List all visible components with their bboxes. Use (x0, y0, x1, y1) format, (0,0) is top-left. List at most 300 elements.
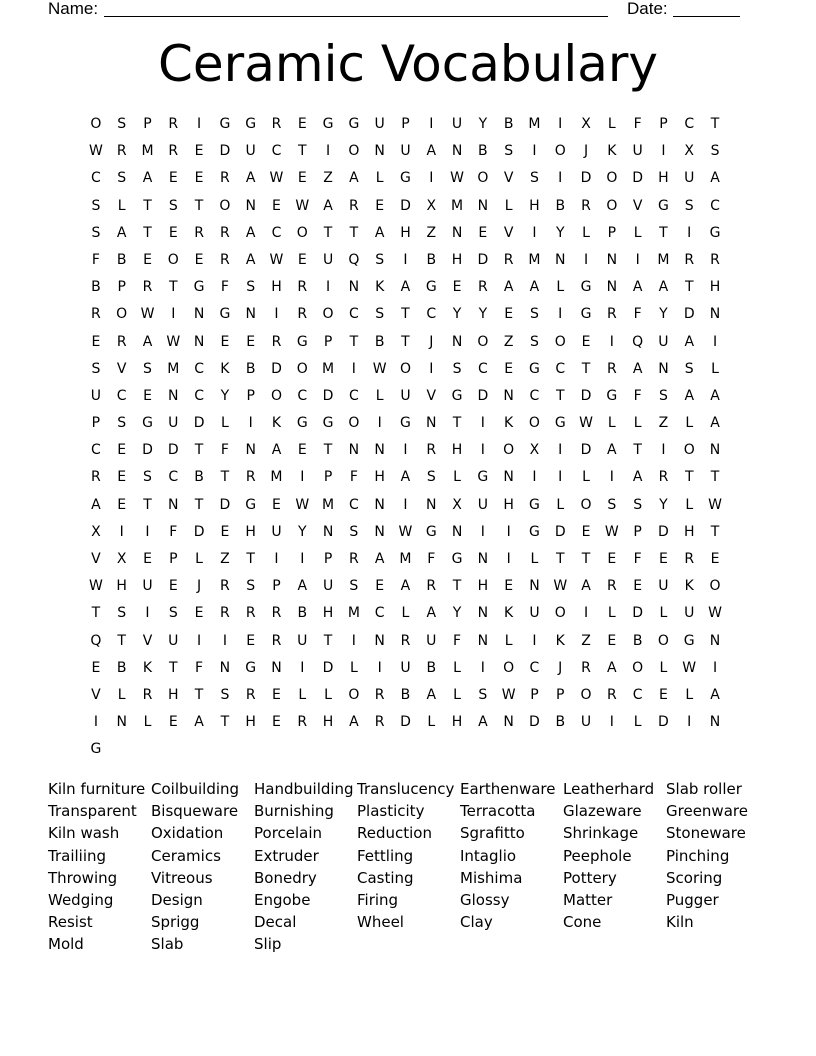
grid-letter: M (347, 605, 360, 622)
grid-letter: O (348, 686, 360, 703)
grid-letter: S (220, 686, 230, 703)
grid-letter: U (580, 714, 592, 731)
grid-letter: Y (220, 387, 230, 404)
grid-letter: W (269, 170, 284, 187)
grid-letter: G (529, 523, 540, 540)
grid-letter: D (219, 496, 231, 513)
word-list-item: Plasticity (357, 802, 425, 821)
grid-letter: E (117, 496, 127, 513)
grid-letter: C (632, 686, 643, 703)
word-list-item: Decal (254, 913, 297, 932)
grid-letter: P (633, 523, 642, 540)
grid-letter: N (426, 415, 437, 432)
grid-letter: C (91, 442, 101, 459)
grid-letter: S (633, 496, 643, 513)
grid-letter: E (581, 333, 591, 350)
grid-letter: O (503, 442, 515, 459)
grid-letter: I (480, 523, 485, 540)
grid-letter: G (529, 496, 540, 513)
grid-letter: E (272, 197, 281, 214)
grid-letter: P (401, 116, 410, 132)
grid-letter: I (558, 469, 563, 486)
grid-letter: D (400, 197, 411, 214)
grid-letter: I (300, 551, 305, 567)
grid-letter: I (429, 116, 434, 132)
grid-letter: P (272, 578, 281, 595)
grid-letter: P (91, 415, 101, 432)
grid-letter: A (581, 578, 591, 595)
grid-letter: U (684, 605, 695, 622)
grid-letter: U (322, 578, 334, 595)
grid-letter: C (684, 116, 695, 132)
word-list-item: Stoneware (666, 824, 746, 843)
grid-letter: I (532, 224, 537, 241)
grid-letter: N (193, 333, 205, 350)
grid-letter: G (529, 360, 540, 377)
grid-letter: E (246, 632, 256, 649)
grid-letter: T (194, 686, 204, 703)
grid-letter: O (632, 659, 644, 676)
grid-letter: B (116, 251, 127, 268)
grid-letter: I (687, 714, 692, 731)
grid-letter: O (296, 360, 308, 377)
grid-letter: Q (348, 251, 360, 268)
grid-letter: N (529, 578, 540, 595)
grid-letter: E (143, 251, 152, 268)
grid-letter: U (632, 143, 643, 160)
grid-letter: I (583, 605, 589, 622)
grid-letter: O (90, 116, 102, 132)
grid-letter: R (503, 251, 514, 268)
grid-letter: T (401, 333, 410, 350)
grid-letter: R (684, 551, 695, 567)
grid-letter: W (166, 333, 181, 350)
grid-letter: T (581, 360, 591, 377)
grid-letter: G (580, 279, 592, 296)
grid-letter: H (477, 578, 489, 595)
grid-letter: E (297, 170, 307, 187)
grid-letter: R (426, 578, 437, 595)
word-list-item: Vitreous (151, 868, 213, 887)
grid-letter: R (477, 279, 488, 296)
grid-letter: D (142, 442, 153, 459)
word-list-item: Clay (460, 913, 493, 932)
grid-letter: T (684, 469, 694, 486)
grid-letter: T (323, 224, 333, 241)
grid-letter: R (91, 306, 101, 323)
grid-letter: K (555, 632, 565, 649)
grid-letter: U (271, 523, 282, 540)
grid-letter: A (271, 442, 282, 459)
grid-letter: R (245, 469, 256, 486)
grid-letter: I (197, 116, 202, 132)
grid-letter: E (633, 578, 643, 595)
grid-letter: M (167, 360, 180, 377)
grid-letter: I (480, 659, 485, 676)
grid-letter: W (269, 251, 284, 268)
grid-letter: D (219, 143, 231, 160)
grid-letter: N (477, 551, 489, 567)
grid-letter: H (271, 279, 282, 296)
word-list-item: Pinching (666, 846, 730, 865)
grid-letter: H (683, 523, 695, 540)
grid-letter: V (91, 551, 101, 567)
grid-letter: G (400, 415, 411, 432)
grid-letter: R (142, 686, 153, 703)
grid-letter: S (375, 251, 385, 268)
grid-letter: M (528, 116, 541, 132)
grid-letter: G (322, 116, 334, 132)
grid-letter: G (142, 415, 153, 432)
grid-letter: T (452, 578, 462, 595)
word-list-item: Reduction (357, 824, 432, 843)
grid-letter: Y (297, 523, 307, 540)
grid-letter: A (400, 469, 411, 486)
word-list-item: Coilbuilding (151, 780, 240, 798)
grid-letter: N (116, 714, 127, 731)
grid-letter: W (708, 496, 722, 513)
grid-letter: W (295, 197, 310, 214)
grid-letter: B (632, 632, 643, 649)
grid-letter: V (116, 360, 127, 377)
grid-letter: N (606, 279, 618, 296)
grid-letter: N (477, 197, 489, 214)
grid-letter: U (477, 496, 488, 513)
grid-letter: M (270, 469, 283, 486)
grid-letter: Y (478, 306, 488, 323)
grid-letter: S (530, 170, 539, 187)
grid-letter: I (197, 632, 202, 649)
grid-letter: E (478, 224, 488, 241)
grid-letter: L (633, 714, 642, 731)
grid-letter: D (271, 360, 282, 377)
grid-letter: B (297, 605, 308, 622)
grid-letter: I (274, 551, 279, 567)
grid-letter: S (684, 197, 694, 214)
grid-letter: S (349, 523, 359, 540)
grid-letter: M (451, 197, 464, 214)
grid-letter: U (529, 605, 540, 622)
grid-letter: L (556, 496, 565, 513)
grid-letter: E (504, 360, 514, 377)
grid-letter: I (119, 523, 124, 540)
grid-letter: H (245, 714, 256, 731)
grid-letter: Z (323, 170, 333, 187)
grid-letter: N (503, 387, 514, 404)
grid-letter: I (429, 360, 434, 377)
grid-letter: G (245, 496, 257, 513)
grid-letter: E (246, 333, 256, 350)
grid-letter: I (403, 251, 408, 268)
grid-letter: F (453, 632, 462, 649)
word-list-item: Slab (151, 935, 184, 954)
grid-letter: N (451, 523, 463, 540)
grid-letter: S (91, 224, 101, 241)
grid-letter: E (272, 496, 281, 513)
grid-letter: R (374, 686, 385, 703)
grid-letter: T (143, 224, 152, 241)
grid-letter: Z (426, 224, 437, 241)
grid-letter: H (451, 714, 463, 731)
grid-letter: E (581, 523, 591, 540)
grid-letter: V (503, 224, 514, 241)
grid-letter: C (348, 306, 359, 323)
grid-letter: G (451, 387, 463, 404)
grid-letter: B (400, 686, 411, 703)
grid-letter: H (322, 605, 334, 622)
grid-letter: I (93, 714, 98, 731)
grid-letter: I (661, 442, 666, 459)
grid-letter: K (504, 415, 514, 432)
grid-letter: T (633, 442, 642, 459)
grid-letter: J (558, 659, 563, 676)
grid-letter: R (710, 251, 720, 268)
grid-letter: D (658, 714, 669, 731)
grid-letter: T (169, 659, 178, 676)
grid-letter: E (504, 306, 514, 323)
grid-letter: D (683, 306, 695, 323)
grid-letter: Y (555, 224, 565, 241)
grid-letter: B (426, 659, 437, 676)
grid-letter: V (142, 632, 153, 649)
grid-letter: S (684, 360, 694, 377)
grid-letter: R (606, 306, 617, 323)
grid-letter: W (88, 578, 103, 595)
grid-letter: N (322, 523, 334, 540)
word-list-item: Handbuilding (254, 780, 354, 798)
worksheet-header (48, 0, 748, 20)
grid-letter: O (683, 442, 695, 459)
grid-letter: J (429, 333, 434, 350)
grid-letter: W (553, 578, 568, 595)
grid-letter: I (429, 170, 434, 187)
grid-letter: X (91, 523, 101, 540)
grid-letter: H (168, 686, 179, 703)
grid-letter: A (632, 360, 643, 377)
grid-letter: O (606, 170, 618, 187)
grid-letter: L (349, 659, 358, 676)
word-list-item: Design (151, 890, 203, 909)
grid-letter: S (91, 197, 101, 214)
grid-letter: N (451, 333, 463, 350)
grid-letter: L (685, 496, 694, 513)
grid-letter: L (453, 469, 461, 486)
grid-letter: T (452, 415, 462, 432)
grid-letter: U (90, 387, 102, 404)
grid-letter: C (710, 197, 720, 214)
grid-letter: E (143, 387, 152, 404)
grid-letter: F (633, 387, 642, 404)
grid-letter: O (554, 143, 566, 160)
grid-letter: C (194, 387, 204, 404)
grid-letter: H (451, 442, 463, 459)
word-list-item: Glazeware (563, 802, 642, 821)
grid-letter: D (477, 251, 489, 268)
grid-letter: A (426, 143, 437, 160)
grid-letter: C (348, 496, 359, 513)
grid-letter: S (658, 387, 668, 404)
grid-letter: R (220, 224, 230, 241)
grid-letter: R (581, 659, 591, 676)
grid-letter: I (403, 496, 408, 513)
grid-letter: O (606, 197, 618, 214)
grid-letter: A (323, 197, 333, 214)
grid-letter: H (451, 251, 463, 268)
grid-letter: S (117, 415, 127, 432)
grid-letter: T (323, 632, 333, 649)
grid-letter: S (375, 306, 385, 323)
grid-letter: R (116, 143, 127, 160)
grid-letter: R (245, 605, 256, 622)
grid-letter: Y (452, 306, 462, 323)
grid-letter: A (374, 551, 385, 567)
grid-letter: S (530, 306, 539, 323)
word-list-item: Mishima (460, 868, 523, 887)
grid-letter: K (375, 279, 385, 296)
grid-letter: X (452, 496, 462, 513)
word-list-item: Earthenware (460, 780, 556, 798)
grid-letter: S (246, 578, 256, 595)
grid-letter: P (169, 551, 178, 567)
grid-letter: S (504, 143, 514, 160)
grid-letter: V (426, 387, 437, 404)
word-list-item: Kiln furniture (48, 780, 146, 798)
grid-letter: C (348, 387, 359, 404)
name-blank-line (104, 16, 608, 17)
grid-letter: H (116, 578, 127, 595)
grid-letter: A (529, 279, 540, 296)
grid-letter: T (684, 279, 694, 296)
grid-letter: I (145, 605, 150, 622)
grid-letter: L (375, 170, 384, 187)
grid-letter: I (558, 116, 563, 132)
grid-letter: A (503, 279, 514, 296)
grid-letter: T (194, 496, 204, 513)
grid-letter: R (297, 279, 308, 296)
grid-letter: T (710, 523, 720, 540)
page-title: Ceramic Vocabulary (158, 35, 658, 93)
grid-letter: B (374, 333, 385, 350)
grid-letter: J (197, 578, 202, 595)
grid-letter: S (168, 197, 178, 214)
grid-letter: A (710, 415, 720, 432)
grid-letter: D (193, 415, 205, 432)
grid-letter: M (322, 360, 335, 377)
grid-letter: L (556, 279, 565, 296)
grid-letter: O (554, 333, 566, 350)
grid-letter: D (632, 605, 644, 622)
grid-letter: N (451, 143, 463, 160)
grid-letter: G (219, 116, 231, 132)
grid-letter: A (297, 578, 308, 595)
word-list-item: Burnishing (254, 802, 334, 821)
grid-letter: I (532, 469, 537, 486)
grid-letter: I (274, 306, 279, 323)
grid-letter: R (194, 224, 204, 241)
grid-letter: E (91, 659, 101, 676)
grid-letter: C (555, 360, 566, 377)
grid-letter: R (271, 605, 282, 622)
grid-letter: T (220, 714, 230, 731)
grid-letter: F (195, 659, 204, 676)
grid-letter: I (377, 415, 382, 432)
grid-letter: T (143, 197, 152, 214)
grid-letter: T (401, 306, 410, 323)
grid-letter: E (143, 551, 152, 567)
grid-letter: A (684, 387, 695, 404)
grid-letter: A (245, 224, 256, 241)
grid-letter: S (117, 170, 127, 187)
grid-letter: I (351, 632, 356, 649)
grid-letter: D (322, 387, 334, 404)
grid-letter: U (297, 632, 308, 649)
grid-letter: L (453, 686, 461, 703)
grid-letter: B (116, 659, 127, 676)
grid-letter: L (582, 224, 590, 241)
grid-letter: N (709, 306, 721, 323)
grid-letter: S (117, 605, 127, 622)
grid-letter: Y (478, 116, 488, 132)
word-list-item: Wedging (48, 890, 114, 909)
grid-letter: S (452, 360, 462, 377)
grid-letter: E (452, 279, 462, 296)
grid-letter: R (271, 632, 282, 649)
grid-letter: T (169, 279, 178, 296)
grid-letter: O (270, 387, 282, 404)
word-list-item: Kiln wash (48, 824, 120, 843)
word-list-item: Wheel (357, 913, 404, 932)
grid-letter: G (709, 224, 721, 241)
grid-letter: U (658, 333, 669, 350)
grid-letter: L (711, 360, 719, 377)
grid-letter: C (91, 170, 101, 187)
grid-letter: I (506, 523, 511, 540)
word-list-item: Sgrafitto (460, 824, 525, 843)
grid-letter: X (116, 551, 127, 567)
grid-letter: R (271, 333, 282, 350)
grid-letter: R (168, 143, 179, 160)
grid-letter: S (478, 686, 488, 703)
grid-letter: S (246, 279, 256, 296)
grid-letter: D (400, 714, 411, 731)
grid-letter: E (194, 143, 204, 160)
grid-letter: G (580, 306, 592, 323)
grid-letter: E (91, 333, 101, 350)
grid-letter: T (555, 551, 565, 567)
grid-letter: T (220, 469, 230, 486)
grid-letter: E (297, 116, 307, 132)
grid-letter: A (607, 659, 617, 676)
grid-letter: R (220, 605, 230, 622)
grid-letter: D (658, 523, 669, 540)
grid-letter: P (323, 469, 333, 486)
grid-letter: N (555, 251, 566, 268)
grid-letter: E (220, 523, 230, 540)
grid-letter: L (633, 415, 642, 432)
grid-letter: W (708, 605, 722, 622)
grid-letter: M (399, 551, 412, 567)
grid-letter: T (581, 551, 591, 567)
grid-letter: I (480, 415, 485, 432)
grid-letter: Y (659, 306, 668, 323)
word-list-item: Cone (563, 913, 602, 932)
grid-letter: U (658, 578, 669, 595)
grid-letter: E (607, 551, 617, 567)
word-list-item: Kiln (666, 913, 694, 932)
grid-letter: R (91, 469, 101, 486)
grid-letter: X (684, 143, 695, 160)
grid-letter: O (528, 415, 540, 432)
